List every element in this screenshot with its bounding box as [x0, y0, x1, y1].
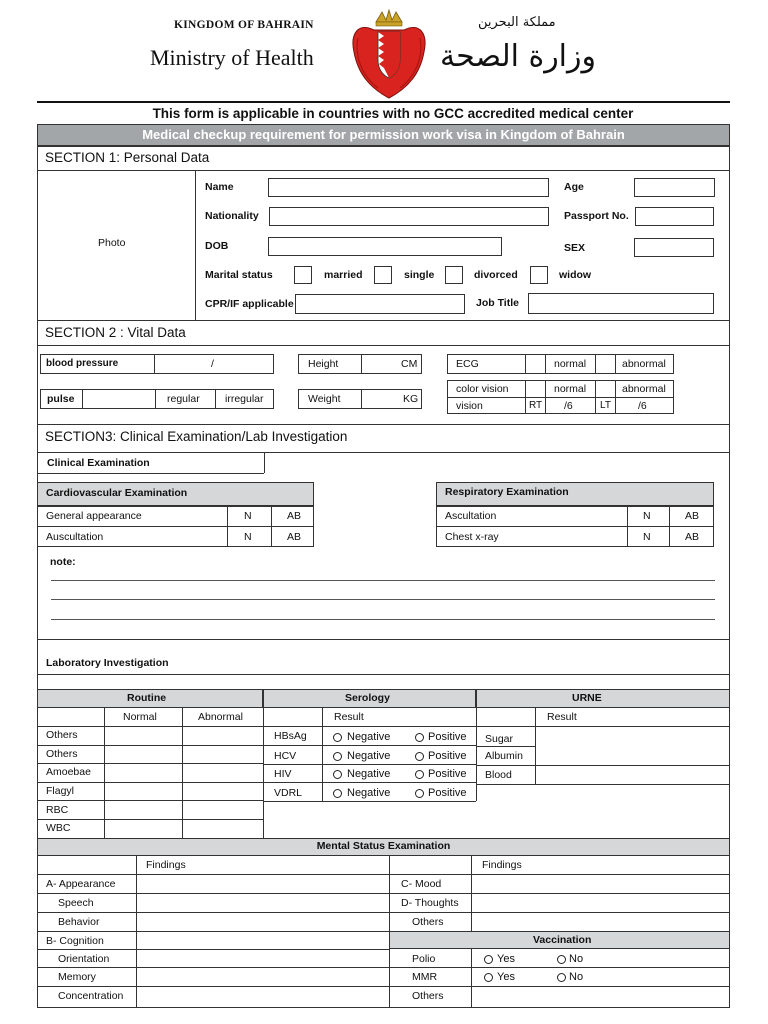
negative-radio[interactable] [333, 789, 342, 798]
section1-title: SECTION 1: Personal Data [45, 150, 210, 165]
routine-row-label: Others [46, 729, 78, 741]
serology-row-label: HIV [274, 768, 292, 780]
header-divider [37, 101, 730, 103]
marital-label: Marital status [205, 269, 273, 281]
ministry-title: Ministry of Health [150, 45, 314, 70]
age-label: Age [564, 181, 584, 193]
bp-label: blood pressure [46, 358, 119, 369]
name-label: Name [205, 181, 234, 193]
serology-result-header: Result [334, 711, 364, 723]
single-checkbox[interactable] [374, 266, 392, 284]
form-banner-title: Medical checkup requirement for permission work visa in Kingdom of Bahrain [142, 127, 625, 142]
notice-text: This form is applicable in countries with no GCC accredited medical center [152, 106, 634, 121]
positive-radio[interactable] [415, 789, 424, 798]
mental-row-label: C- Mood [401, 878, 442, 890]
passport-field[interactable] [635, 207, 714, 226]
negative-label: Negative [347, 731, 391, 743]
ecg-abnormal: abnormal [622, 358, 666, 370]
mental-row-label: B- Cognition [46, 935, 104, 947]
color-vision-label: color vision [456, 383, 509, 395]
urne-row-label: Sugar [485, 733, 514, 745]
sex-field[interactable] [634, 238, 714, 257]
positive-label: Positive [428, 787, 467, 799]
note-line[interactable] [51, 619, 715, 620]
height-label: Height [308, 358, 339, 370]
age-field[interactable] [634, 178, 715, 197]
serology-row-label: HCV [274, 750, 297, 762]
vaccination-title: Vaccination [533, 934, 592, 946]
divorced-label: divorced [474, 269, 518, 281]
weight-label: Weight [308, 393, 341, 405]
dob-field[interactable] [268, 237, 502, 256]
cardio-row-ab[interactable]: AB [287, 510, 302, 522]
married-label: married [324, 269, 363, 281]
resp-row-n[interactable]: N [643, 510, 651, 522]
clinical-exam-label: Clinical Examination [47, 457, 150, 469]
dob-label: DOB [205, 240, 229, 252]
positive-label: Positive [428, 750, 467, 762]
vision-rt: RT [529, 400, 543, 411]
arabic-ministry-title: وزارة الصحة [440, 39, 596, 74]
cardio-row-n[interactable]: N [244, 510, 252, 522]
divorced-checkbox[interactable] [445, 266, 463, 284]
serology-row-label: VDRL [274, 787, 303, 799]
kingdom-label: KINGDOM OF BAHRAIN [174, 19, 314, 31]
routine-abnormal-header: Abnormal [198, 711, 243, 723]
section3-title: SECTION3: Clinical Examination/Lab Investigation [45, 429, 348, 444]
note-label: note: [50, 556, 76, 568]
negative-radio[interactable] [333, 733, 342, 742]
negative-radio[interactable] [333, 752, 342, 761]
section2-title: SECTION 2 : Vital Data [45, 325, 186, 340]
no-label: No [569, 971, 584, 983]
weight-unit: KG [403, 393, 419, 405]
mental-row-label: D- Thoughts [401, 897, 459, 909]
ecg-normal: normal [554, 358, 587, 370]
routine-row-label: Flagyl [46, 785, 75, 797]
note-line[interactable] [51, 599, 715, 600]
cardio-row-label: Auscultation [46, 531, 104, 543]
cardio-row-n[interactable]: N [244, 531, 252, 543]
arabic-kingdom-label: مملكة البحرين [478, 15, 556, 30]
mental-row-label: Orientation [58, 953, 110, 965]
negative-label: Negative [347, 750, 391, 762]
cardio-title: Cardiovascular Examination [46, 487, 188, 499]
mental-row-label: Concentration [58, 990, 124, 1002]
married-checkbox[interactable] [294, 266, 312, 284]
name-field[interactable] [268, 178, 549, 197]
mental-status-title: Mental Status Examination [316, 840, 451, 852]
mental-row-label: Behavior [58, 916, 100, 928]
vision-rt-value: /6 [564, 400, 573, 412]
vaccination-row-label: Polio [412, 953, 436, 965]
mental-row-label: A- Appearance [46, 878, 116, 890]
mental-findings-header: Findings [146, 859, 186, 871]
resp-title: Respiratory Examination [445, 486, 569, 498]
urne-title: URNE [572, 692, 602, 704]
nationality-field[interactable] [269, 207, 549, 226]
negative-label: Negative [347, 787, 391, 799]
vision-lt-value: /6 [638, 400, 647, 412]
cardio-row-ab[interactable]: AB [287, 531, 302, 543]
no-radio[interactable] [557, 973, 566, 982]
routine-normal-header: Normal [123, 711, 157, 723]
urne-row-label: Albumin [485, 750, 523, 762]
passport-label: Passport No. [564, 210, 629, 222]
yes-label: Yes [497, 971, 515, 983]
routine-title: Routine [127, 692, 167, 704]
no-radio[interactable] [557, 955, 566, 964]
mental-row-label: Memory [58, 971, 96, 983]
yes-label: Yes [497, 953, 515, 965]
urne-result-header: Result [547, 711, 577, 723]
resp-row-label: Ascultation [445, 510, 497, 522]
bp-slash: / [211, 358, 214, 370]
nationality-label: Nationality [205, 210, 259, 222]
urne-header [476, 689, 730, 708]
serology-title: Serology [345, 692, 390, 704]
mental-row-label: Speech [58, 897, 94, 909]
positive-radio[interactable] [415, 770, 424, 779]
note-line[interactable] [51, 580, 715, 581]
vision-lt: LT [600, 400, 611, 411]
yes-radio[interactable] [484, 955, 493, 964]
height-unit: CM [401, 358, 418, 370]
urne-row-label: Blood [485, 769, 512, 781]
routine-row-label: Others [46, 748, 78, 760]
resp-row-ab[interactable]: AB [685, 531, 700, 543]
routine-row-label: RBC [46, 804, 69, 816]
job-field[interactable] [528, 293, 714, 314]
sex-label: SEX [564, 242, 586, 254]
pulse-irregular: irregular [225, 393, 264, 405]
ecg-label: ECG [456, 358, 479, 370]
vaccination-row-label: Others [412, 990, 444, 1002]
positive-radio[interactable] [415, 752, 424, 761]
routine-row-label: WBC [46, 822, 71, 834]
resp-row-n[interactable]: N [643, 531, 651, 543]
positive-label: Positive [428, 768, 467, 780]
widow-label: widow [559, 269, 592, 281]
vaccination-row-label: MMR [412, 971, 438, 983]
routine-row-label: Amoebae [46, 766, 91, 778]
single-label: single [404, 269, 435, 281]
widow-checkbox[interactable] [530, 266, 548, 284]
mental-row-label: Others [412, 916, 444, 928]
positive-label: Positive [428, 731, 467, 743]
pulse-regular: regular [167, 393, 200, 405]
photo-label: Photo [98, 237, 126, 249]
serology-row-label: HBsAg [274, 730, 307, 742]
yes-radio[interactable] [484, 973, 493, 982]
vision-label: vision [456, 400, 483, 412]
coat-of-arms-icon [348, 8, 430, 108]
job-label: Job Title [476, 297, 519, 309]
color-vision-abnormal: abnormal [622, 383, 666, 395]
negative-label: Negative [347, 768, 391, 780]
resp-row-ab[interactable]: AB [685, 510, 700, 522]
cpr-label: CPR/IF applicable [205, 298, 294, 310]
mental-findings-header: Findings [482, 859, 522, 871]
cpr-field[interactable] [295, 294, 465, 314]
resp-row-label: Chest x-ray [445, 531, 499, 543]
no-label: No [569, 953, 584, 965]
pulse-label: pulse [47, 393, 75, 405]
lab-investigation-label: Laboratory Investigation [46, 657, 169, 669]
cardio-row-label: General appearance [46, 510, 142, 522]
positive-radio[interactable] [415, 733, 424, 742]
color-vision-normal: normal [554, 383, 587, 395]
negative-radio[interactable] [333, 770, 342, 779]
